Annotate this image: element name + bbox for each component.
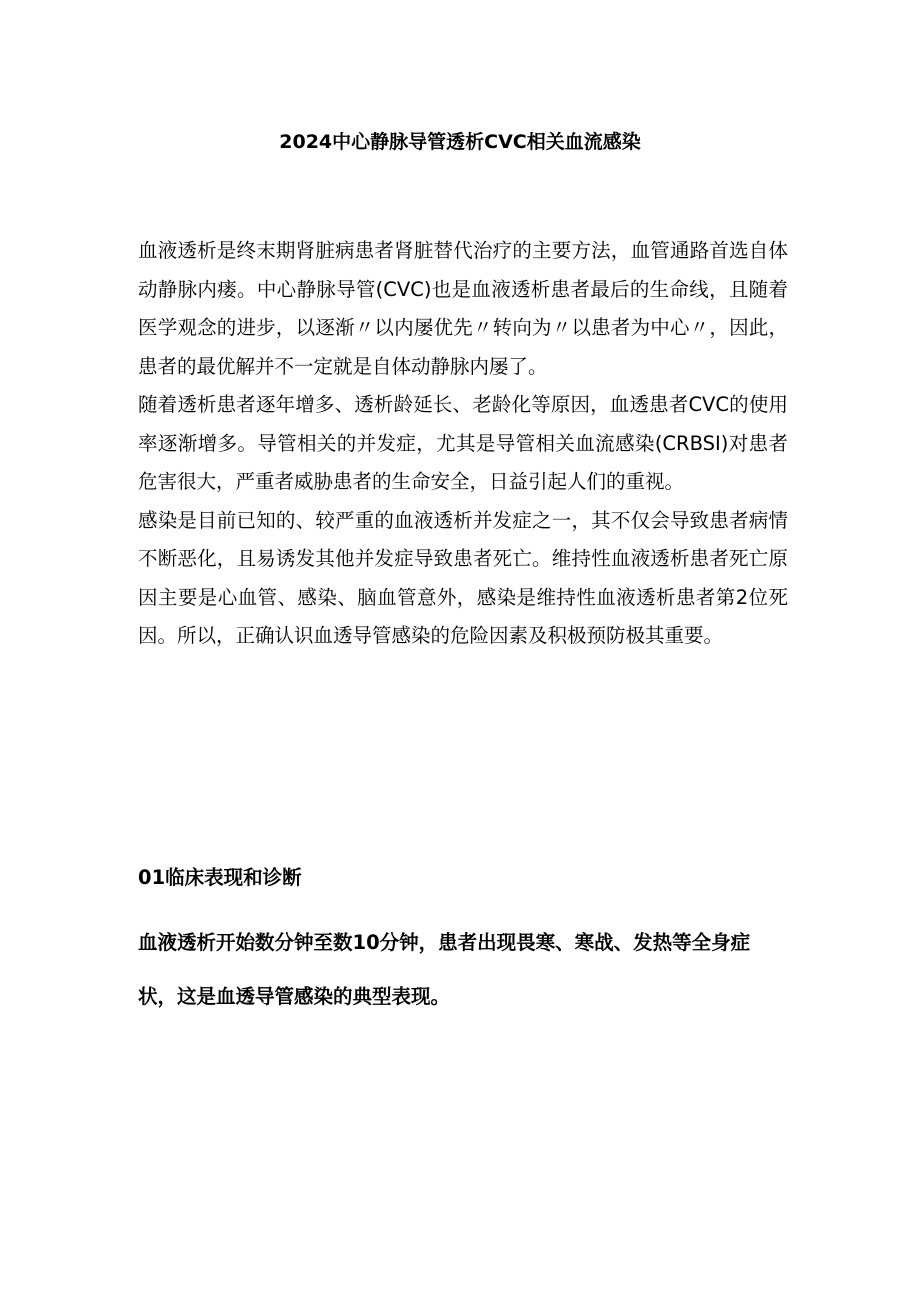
paragraph-intro: 血液透析是终末期肾脏病患者肾脏替代治疗的主要方法，血管通路首选自体动静脉内瘘。中心静脉导管(CVC)也是血液透析患者最后的生命线，且随着医学观念的进步，以逐渐〃以内屡优先〃转向为〃以患者为中心〃，因此，患者的最优解并不一定就是自体动静脉内屡了。	[138, 239, 788, 378]
paragraph-infection-risk: 感染是目前已知的、较严重的血液透析并发症之一，其不仅会导致患者病情不断恶化，且易诱发其他并发症导致患者死亡。维持性血液透析患者死亡原因主要是心血管、感染、脑血管意外，感染是维持性血液透析患者第2位死因。所以，正确认识血透导管感染的危险因素及积极预防极其重要。	[138, 508, 788, 647]
section-heading: 01临床表现和诊断	[138, 866, 302, 889]
document-body	[138, 232, 788, 656]
section-bold-paragraph: 血液透析开始数分钟至数10分钟，患者出现畏寒、寒战、发热等全身症状，这是血透导管感染的典型表现。	[138, 931, 751, 1008]
document-title: 2024中心静脉导管透析CVC相关血流感染	[279, 131, 641, 153]
paragraph-cvc-usage: 随着透析患者逐年增多、透析龄延长、老龄化等原因，血透患者CVC的使用率逐渐增多。导管相关的并发症，尤其是导管相关血流感染(CRBSI)对患者危害很大，严重者威胁患者的生命安全，日益引起人们的重视。	[138, 393, 788, 493]
